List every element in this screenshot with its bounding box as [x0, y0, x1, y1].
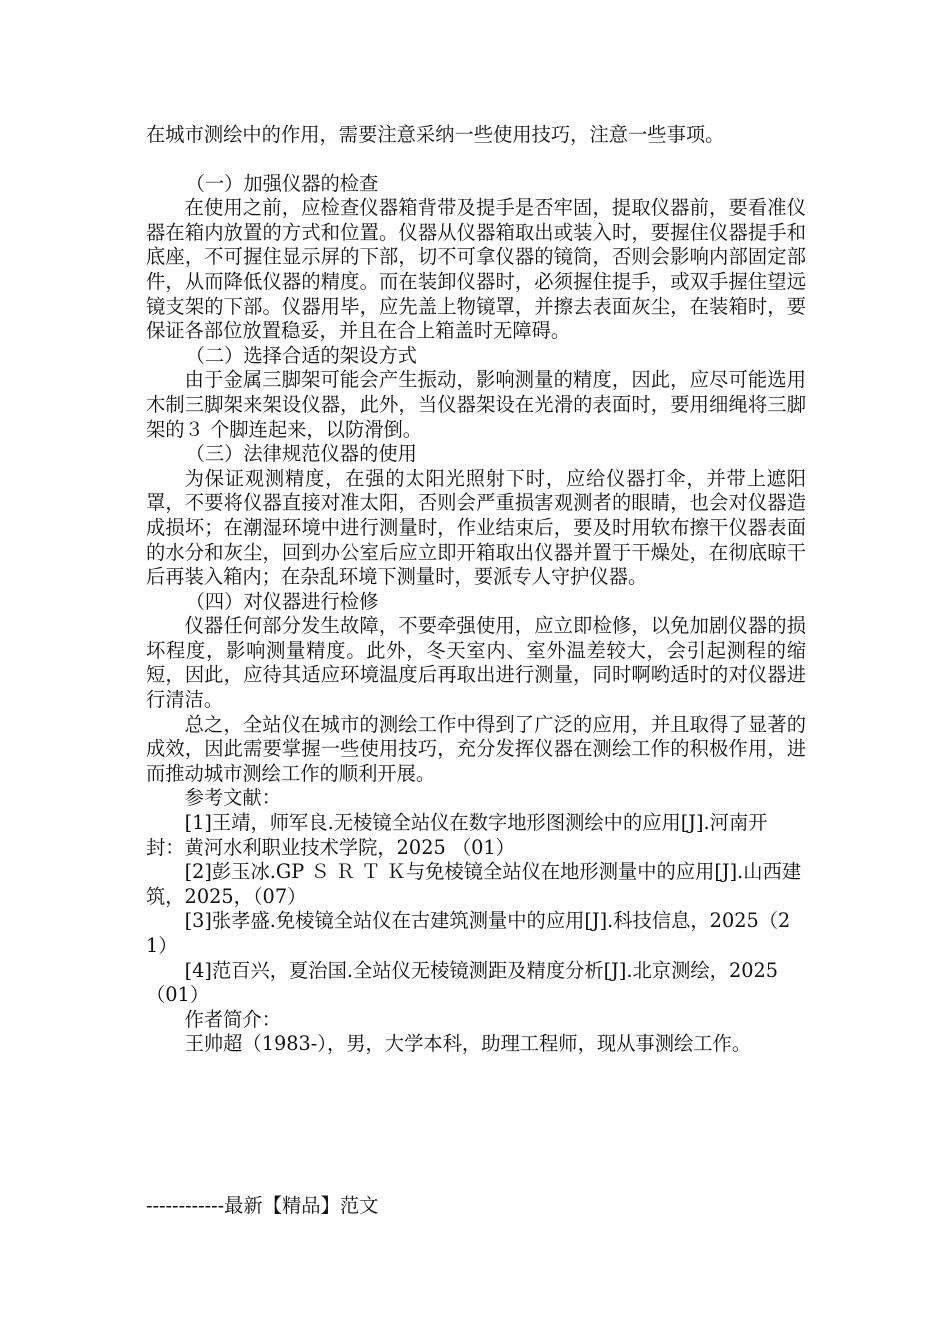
section-heading-2: （二）选择合适的架设方式: [185, 343, 417, 367]
reference-item-3: [3]张孝盛.免棱镜全站仪在古建筑测量中的应用[J].科技信息，2025（21）: [146, 909, 791, 957]
section-heading-3: （三）法律规范仪器的使用: [185, 442, 417, 466]
section-body-1: 在使用之前，应检查仪器箱背带及提手是否牢固，提取仪器前，要看准仪器在箱内放置的方式和位置。仪器从仪器箱取出或装入时，要握住仪器提手和底座，不可握住显示屏的下部，切不可拿仪器的镜筒，否则会影响内部固定部件，从而降低仪器的精度。而在装卸仪器时，必须握住提手，或双手握住望远镜支架的下部。仪器用毕，应先盖上物镜罩，并擦去表面灰尘，在装箱时，要保证各部位放置稳妥，并且在合上箱盖时无障碍。: [146, 196, 806, 343]
reference-item-2: [2]彭玉冰.GP Ｓ Ｒ Ｔ Ｋ与免棱镜全站仪在地形测量中的应用[J].山西建筑，2025，（07）: [146, 860, 802, 908]
page-footer: ------------最新【精品】范文: [146, 1194, 379, 1217]
document-page: [146, 123, 806, 1057]
conclusion-paragraph: 总之，全站仪在城市的测绘工作中得到了广泛的应用，并且取得了显著的成效，因此需要掌握一些使用技巧，充分发挥仪器在测绘工作的积极作用，进而推动城市测绘工作的顺利开展。: [146, 712, 806, 785]
section-heading-1: （一）加强仪器的检查: [185, 171, 379, 195]
intro-paragraph-tail: 在城市测绘中的作用，需要注意采纳一些使用技巧，注意一些事项。: [146, 123, 725, 146]
author-body: 王帅超（1983-），男，大学本科，助理工程师，现从事测绘工作。: [184, 1032, 752, 1056]
reference-item-4: [4]范百兴，夏治国.全站仪无棱镜测距及精度分析[J].北京测绘，2025（01）: [146, 958, 779, 1007]
paragraph-gap: [146, 148, 806, 172]
reference-item-1: [1]王靖，师军良.无棱镜全站仪在数字地形图测绘中的应用[J].河南开封：黄河水利职业技术学院，2025 （01）: [146, 811, 768, 859]
author-title: 作者简介：: [184, 1007, 281, 1031]
references-title: 参考文献：: [184, 786, 281, 810]
section-body-4: 仪器任何部分发生故障，不要牵强使用，应立即检修，以免加剧仪器的损坏程度，影响测量精度。此外，冬天室内、室外温差较大，会引起测程的缩短，因此，应待其适应环境温度后再取出进行测量，同时啊哟适时的对仪器进行清洁。: [146, 614, 806, 712]
section-body-2: 由于金属三脚架可能会产生振动，影响测量的精度，因此，应尽可能选用木制三脚架来架设仪器，此外，当仪器架设在光滑的表面时，要用细绳将三脚架的３ 个脚连起来，以防滑倒。: [146, 368, 806, 441]
section-body-3: 为保证观测精度，在强的太阳光照射下时，应给仪器打伞，并带上遮阳罩，不要将仪器直接对准太阳，否则会严重损害观测者的眼睛，也会对仪器造成损坏；在潮湿环境中进行测量时，作业结束后，要及时用软布擦干仪器表面的水分和灰尘，回到办公室后应立即开箱取出仪器并置于干燥处，在彻底晾干后再装入箱内；在杂乱环境下测量时，要派专人守护仪器。: [146, 466, 806, 589]
section-heading-4: （四）对仪器进行检修: [185, 589, 379, 613]
